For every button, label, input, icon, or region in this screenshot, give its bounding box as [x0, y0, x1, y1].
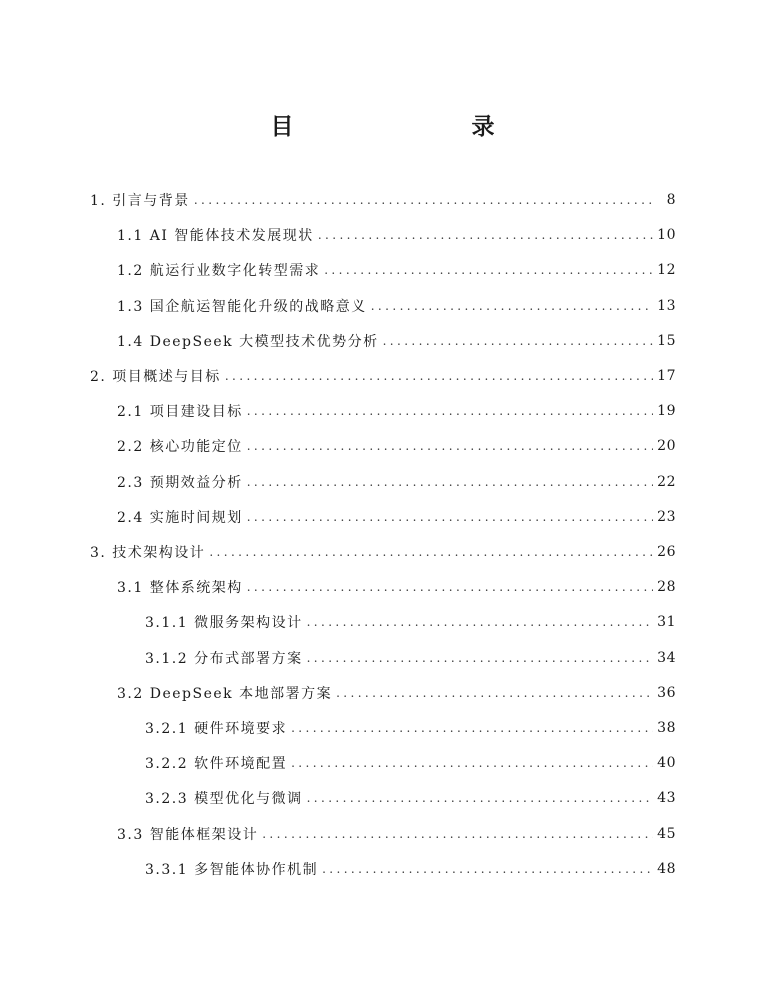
toc-entry-label: 3.2.1 硬件环境要求 — [145, 721, 288, 737]
toc-entry-page-number: 40 — [657, 755, 676, 772]
toc-entry[interactable] — [145, 856, 676, 882]
toc-dot-leader — [209, 545, 653, 559]
toc-entry[interactable] — [117, 821, 676, 847]
toc-entry-page-number: 45 — [657, 825, 676, 842]
toc-entry[interactable] — [145, 750, 676, 776]
toc-entry-page-number: 13 — [657, 297, 676, 314]
toc-entry[interactable] — [117, 257, 676, 283]
toc-entry[interactable] — [90, 187, 676, 213]
toc-entry-page-number: 38 — [657, 720, 676, 736]
toc-entry-page-number: 26 — [657, 544, 676, 560]
toc-entry[interactable] — [145, 785, 676, 811]
toc-dot-leader — [336, 686, 653, 700]
toc-entry-label: 3.2.2 软件环境配置 — [145, 756, 288, 773]
toc-dot-leader — [291, 721, 653, 735]
toc-entry-label: 3.1.2 分布式部署方案 — [145, 650, 303, 667]
toc-entry-label: 1.3 国企航运智能化升级的战略意义 — [117, 298, 367, 315]
toc-dot-leader — [322, 862, 653, 876]
toc-entry-page-number: 34 — [657, 649, 676, 666]
toc-entry[interactable] — [117, 293, 676, 319]
toc-entry[interactable] — [145, 645, 676, 671]
toc-entry-page-number: 31 — [657, 614, 676, 631]
toc-entry[interactable] — [117, 328, 676, 354]
toc-entry-label: 2.2 核心功能定位 — [117, 439, 243, 456]
page-title: 目 录 — [270, 114, 539, 140]
toc-entry[interactable] — [117, 433, 676, 459]
toc-entry[interactable] — [90, 539, 676, 565]
toc-entry[interactable] — [117, 222, 676, 248]
toc-entry-page-number: 36 — [657, 684, 676, 701]
toc-dot-leader — [371, 299, 653, 313]
toc-dot-leader — [324, 263, 653, 277]
toc-dot-leader — [247, 580, 653, 594]
toc-entry-page-number: 22 — [657, 473, 676, 490]
toc-dot-leader — [262, 827, 653, 841]
toc-dot-leader — [194, 193, 654, 207]
toc-dot-leader — [307, 615, 654, 629]
toc-dot-leader — [307, 791, 654, 805]
toc-entry-page-number: 15 — [657, 332, 676, 349]
toc-entry-label: 3.1.1 微服务架构设计 — [145, 615, 303, 632]
toc-entry-page-number: 8 — [666, 192, 676, 208]
toc-entry[interactable] — [145, 715, 676, 741]
toc-entry-label: 2. 项目概述与目标 — [90, 369, 221, 385]
toc-entry-label: 3.3 智能体框架设计 — [117, 826, 259, 843]
toc-entry-label: 3.1 整体系统架构 — [117, 580, 243, 597]
toc-entry-label: 1. 引言与背景 — [90, 193, 190, 209]
toc-entry-label: 1.1 AI 智能体技术发展现状 — [117, 228, 314, 245]
toc-entry-page-number: 12 — [657, 262, 676, 279]
toc-entry-label: 2.1 项目建设目标 — [117, 404, 243, 421]
toc-entry-label: 3. 技术架构设计 — [90, 545, 206, 561]
toc-dot-leader — [247, 439, 653, 453]
toc-entry[interactable] — [117, 680, 676, 706]
toc-entry-label: 2.3 预期效益分析 — [117, 474, 243, 491]
toc-entry-page-number: 17 — [657, 368, 676, 384]
toc-dot-leader — [225, 369, 653, 383]
toc-dot-leader — [247, 404, 653, 418]
toc-entry-page-number: 19 — [657, 403, 676, 420]
toc-entry[interactable] — [117, 398, 676, 424]
toc-entry-label: 2.4 实施时间规划 — [117, 509, 243, 526]
toc-entry-page-number: 43 — [657, 790, 676, 807]
toc-entry[interactable] — [117, 574, 676, 600]
toc-dot-leader — [247, 475, 653, 489]
toc-dot-leader — [291, 756, 653, 770]
toc-dot-leader — [318, 228, 653, 242]
toc-entry-page-number: 10 — [657, 227, 676, 244]
toc-entry-label: 1.2 航运行业数字化转型需求 — [117, 263, 321, 280]
toc-entry-page-number: 28 — [657, 579, 676, 596]
toc-dot-leader — [383, 334, 654, 348]
toc-dot-leader — [307, 651, 654, 665]
toc-entry-page-number: 23 — [657, 508, 676, 525]
toc-dot-leader — [247, 510, 653, 524]
toc-entry-page-number: 48 — [657, 860, 676, 877]
toc-entry-label: 1.4 DeepSeek 大模型技术优势分析 — [117, 333, 379, 350]
toc-entry-label: 3.2 DeepSeek 本地部署方案 — [117, 685, 333, 702]
toc-entry[interactable] — [90, 363, 676, 389]
toc-entry[interactable] — [117, 469, 676, 495]
toc-entry[interactable] — [117, 504, 676, 530]
toc-entry-page-number: 20 — [657, 438, 676, 455]
toc-entry-label: 3.2.3 模型优化与微调 — [145, 791, 303, 808]
toc-entry[interactable] — [145, 609, 676, 635]
toc-entry-label: 3.3.1 多智能体协作机制 — [145, 861, 319, 878]
